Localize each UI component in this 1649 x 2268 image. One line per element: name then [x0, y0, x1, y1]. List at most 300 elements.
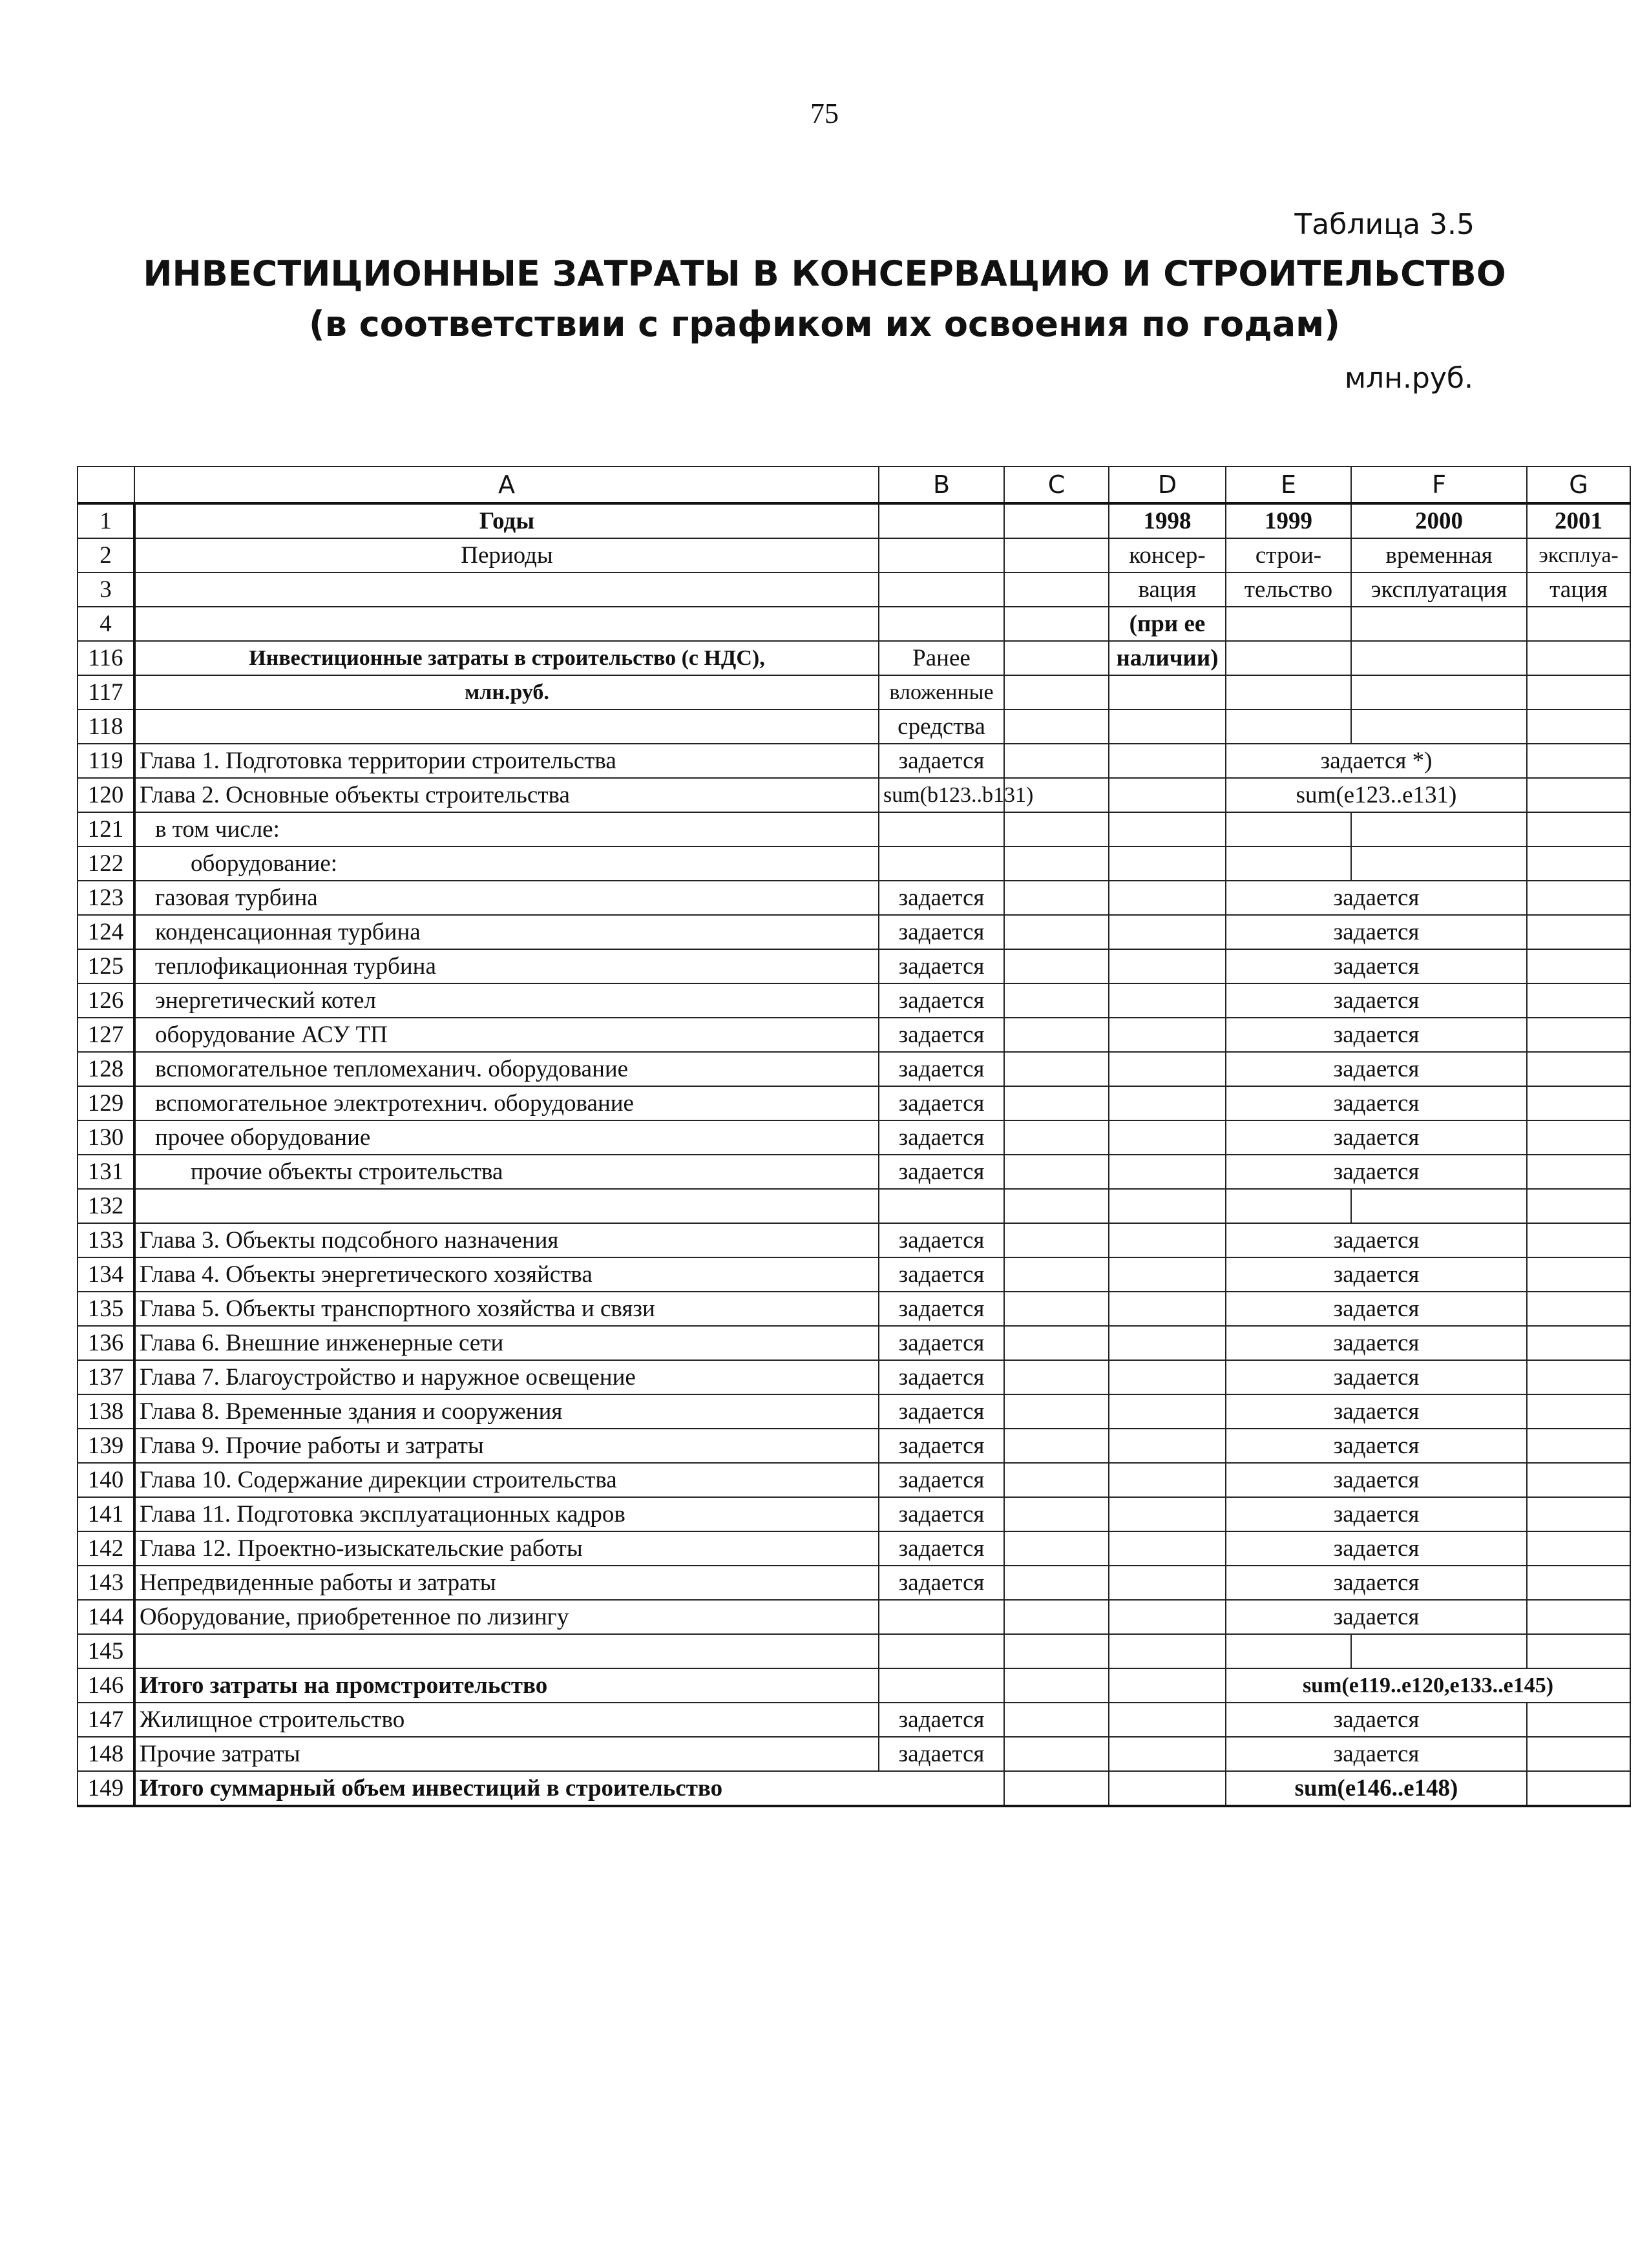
table-row — [78, 1429, 1630, 1463]
cell-c — [1004, 572, 1109, 607]
cell-ef: задается — [1226, 1463, 1527, 1497]
cell-g — [1527, 1086, 1630, 1120]
cell-g — [1527, 812, 1630, 846]
cell-g — [1527, 675, 1630, 709]
table-row — [78, 915, 1630, 949]
cell-d — [1109, 1497, 1226, 1531]
cell-a: Периоды — [134, 538, 879, 572]
cell-a: Оборудование, приобретенное по лизингу — [134, 1600, 879, 1634]
page-number: 75 — [810, 98, 839, 129]
cell-ef: задается — [1226, 1429, 1527, 1463]
cell-g — [1527, 1223, 1630, 1257]
table-row — [78, 1771, 1630, 1806]
cell-d — [1109, 709, 1226, 744]
cell-c — [1004, 846, 1109, 881]
table-row — [78, 503, 1630, 538]
table-row — [78, 1155, 1630, 1189]
table-row — [78, 846, 1630, 881]
cell-ef: задается — [1226, 1531, 1527, 1566]
column-header-row — [78, 467, 1630, 503]
row-number: 125 — [78, 949, 134, 983]
cell-b: задается — [879, 915, 1004, 949]
cell-e — [1226, 675, 1351, 709]
cell-g — [1527, 1634, 1630, 1668]
row-number: 3 — [78, 572, 134, 607]
table-row — [78, 1189, 1630, 1223]
cell-a: конденсационная турбина — [134, 915, 879, 949]
cell-a: Глава 3. Объекты подсобного назначения — [134, 1223, 879, 1257]
cell-g — [1527, 949, 1630, 983]
cell-c — [1004, 607, 1109, 641]
cell-g — [1527, 1600, 1630, 1634]
table-row — [78, 812, 1630, 846]
table-row — [78, 1634, 1630, 1668]
cell-ef: задается — [1226, 1223, 1527, 1257]
cell-g — [1527, 1394, 1630, 1429]
cell-c — [1004, 675, 1109, 709]
table-row — [78, 1566, 1630, 1600]
cell-b: задается — [879, 1018, 1004, 1052]
row-number: 147 — [78, 1703, 134, 1737]
cell-e — [1226, 641, 1351, 675]
cell-a: прочее оборудование — [134, 1120, 879, 1155]
table-row — [78, 881, 1630, 915]
cell-b: задается — [879, 1566, 1004, 1600]
cell-ef: задается — [1226, 1120, 1527, 1155]
cell-g — [1527, 1257, 1630, 1292]
cell-d — [1109, 915, 1226, 949]
row-number: 129 — [78, 1086, 134, 1120]
cell-b: задается — [879, 1086, 1004, 1120]
cell-d — [1109, 1566, 1226, 1600]
cell-c — [1004, 503, 1109, 538]
cell-a: Глава 12. Проектно-изыскательские работы — [134, 1531, 879, 1566]
cell-a: Жилищное строительство — [134, 1703, 879, 1737]
cell-b: задается — [879, 1463, 1004, 1497]
table-row — [78, 1086, 1630, 1120]
cell-b: задается — [879, 949, 1004, 983]
cell-c — [1004, 1086, 1109, 1120]
row-number: 144 — [78, 1600, 134, 1634]
cell-e — [1226, 1634, 1351, 1668]
cell-a — [134, 709, 879, 744]
table-row — [78, 709, 1630, 744]
cell-d — [1109, 675, 1226, 709]
cell-c — [1004, 1018, 1109, 1052]
row-number: 139 — [78, 1429, 134, 1463]
cell-b: задается — [879, 983, 1004, 1018]
row-number: 145 — [78, 1634, 134, 1668]
cell-c — [1004, 1463, 1109, 1497]
cell-d — [1109, 744, 1226, 778]
table-row — [78, 641, 1630, 675]
cell-ef: задается — [1226, 1257, 1527, 1292]
cell-b: средства — [879, 709, 1004, 744]
cell-g — [1527, 1703, 1630, 1737]
column-header: C — [1004, 467, 1109, 503]
cell-a: Итого затраты на промстроительство — [134, 1668, 879, 1703]
table-row — [78, 1600, 1630, 1634]
cell-b — [879, 1668, 1004, 1703]
table-row — [78, 607, 1630, 641]
cell-c — [1004, 1771, 1109, 1806]
cell-c — [1004, 538, 1109, 572]
cell-d — [1109, 1189, 1226, 1223]
table-row — [78, 1052, 1630, 1086]
cell-a: Глава 7. Благоустройство и наружное освещение — [134, 1360, 879, 1394]
row-number: 120 — [78, 778, 134, 812]
table-row — [78, 572, 1630, 607]
cell-a: млн.руб. — [134, 675, 879, 709]
row-number: 127 — [78, 1018, 134, 1052]
table-row — [78, 1463, 1630, 1497]
cell-e: тельство — [1226, 572, 1351, 607]
row-number: 1 — [78, 503, 134, 538]
cell-b: задается — [879, 1120, 1004, 1155]
cell-g — [1527, 1771, 1630, 1806]
cell-f — [1351, 1634, 1527, 1668]
cell-g — [1527, 1155, 1630, 1189]
cell-c — [1004, 1223, 1109, 1257]
row-number: 123 — [78, 881, 134, 915]
cell-b — [879, 503, 1004, 538]
cell-d: (при ее — [1109, 607, 1226, 641]
cell-a: вспомогательное электротехнич. оборудование — [134, 1086, 879, 1120]
cell-f — [1351, 641, 1527, 675]
cell-ef: задается *) — [1226, 744, 1527, 778]
corner-cell — [78, 467, 134, 503]
cell-b: задается — [879, 1052, 1004, 1086]
cell-d — [1109, 1120, 1226, 1155]
cell-ef: задается — [1226, 1566, 1527, 1600]
table-row — [78, 1120, 1630, 1155]
row-number: 128 — [78, 1052, 134, 1086]
cell-d — [1109, 846, 1226, 881]
row-number: 130 — [78, 1120, 134, 1155]
row-number: 142 — [78, 1531, 134, 1566]
cell-g — [1527, 778, 1630, 812]
cell-a: оборудование: — [134, 846, 879, 881]
cell-c — [1004, 1531, 1109, 1566]
row-number: 2 — [78, 538, 134, 572]
cell-b: задается — [879, 1292, 1004, 1326]
cell-a: Итого суммарный объем инвестиций в строительство — [134, 1771, 1004, 1806]
cell-e — [1226, 846, 1351, 881]
investment-table — [77, 466, 1631, 1807]
cell-g — [1527, 1018, 1630, 1052]
cell-c — [1004, 1257, 1109, 1292]
cell-g — [1527, 1429, 1630, 1463]
cell-d: вация — [1109, 572, 1226, 607]
title-line-2: (в соответствии с графиком их освоения по годам) — [309, 304, 1340, 344]
table-row — [78, 1326, 1630, 1360]
row-number: 136 — [78, 1326, 134, 1360]
cell-b: задается — [879, 1326, 1004, 1360]
row-number: 117 — [78, 675, 134, 709]
cell-c — [1004, 1737, 1109, 1771]
table-row — [78, 675, 1630, 709]
cell-b: задается — [879, 1429, 1004, 1463]
cell-b: задается — [879, 1223, 1004, 1257]
cell-ef: задается — [1226, 1703, 1527, 1737]
cell-g — [1527, 915, 1630, 949]
cell-a: Глава 2. Основные объекты строительства — [134, 778, 879, 812]
cell-g — [1527, 1052, 1630, 1086]
cell-b: задается — [879, 1155, 1004, 1189]
table-row — [78, 744, 1630, 778]
row-number: 135 — [78, 1292, 134, 1326]
cell-c — [1004, 1703, 1109, 1737]
cell-efg: sum(e119..e120,e133..e145) — [1226, 1668, 1630, 1703]
column-header: D — [1109, 467, 1226, 503]
cell-d — [1109, 1668, 1226, 1703]
cell-g — [1527, 846, 1630, 881]
cell-a — [134, 607, 879, 641]
cell-e — [1226, 709, 1351, 744]
cell-c — [1004, 1052, 1109, 1086]
table-row — [78, 1737, 1630, 1771]
cell-b: задается — [879, 1497, 1004, 1531]
cell-a: оборудование АСУ ТП — [134, 1018, 879, 1052]
cell-g — [1527, 607, 1630, 641]
cell-g — [1527, 1292, 1630, 1326]
cell-c — [1004, 949, 1109, 983]
cell-c — [1004, 1634, 1109, 1668]
cell-f — [1351, 709, 1527, 744]
cell-ef: задается — [1226, 1326, 1527, 1360]
table-row — [78, 538, 1630, 572]
cell-f — [1351, 812, 1527, 846]
table-row — [78, 1497, 1630, 1531]
cell-c — [1004, 1189, 1109, 1223]
row-number: 126 — [78, 983, 134, 1018]
cell-b — [879, 572, 1004, 607]
column-header: E — [1226, 467, 1351, 503]
cell-g — [1527, 983, 1630, 1018]
table-row — [78, 1360, 1630, 1394]
row-number: 131 — [78, 1155, 134, 1189]
cell-g — [1527, 1360, 1630, 1394]
cell-b: задается — [879, 1394, 1004, 1429]
cell-a: вспомогательное тепломеханич. оборудование — [134, 1052, 879, 1086]
cell-c — [1004, 1360, 1109, 1394]
cell-a: Глава 6. Внешние инженерные сети — [134, 1326, 879, 1360]
table-label: Таблица 3.5 — [1294, 208, 1475, 241]
cell-f: эксплуатация — [1351, 572, 1527, 607]
cell-f: 2000 — [1351, 503, 1527, 538]
cell-ef: задается — [1226, 1360, 1527, 1394]
cell-b: задается — [879, 1737, 1004, 1771]
row-number: 122 — [78, 846, 134, 881]
cell-b: задается — [879, 744, 1004, 778]
cell-d — [1109, 1360, 1226, 1394]
cell-e — [1226, 607, 1351, 641]
column-header: A — [134, 467, 879, 503]
table-row — [78, 1257, 1630, 1292]
cell-e: 1999 — [1226, 503, 1351, 538]
row-number: 143 — [78, 1566, 134, 1600]
cell-d — [1109, 1257, 1226, 1292]
cell-ef: задается — [1226, 1155, 1527, 1189]
cell-b: задается — [879, 1703, 1004, 1737]
cell-g — [1527, 1463, 1630, 1497]
cell-ef: задается — [1226, 881, 1527, 915]
cell-g — [1527, 1531, 1630, 1566]
cell-a: Глава 4. Объекты энергетического хозяйства — [134, 1257, 879, 1292]
cell-g — [1527, 881, 1630, 915]
cell-d — [1109, 778, 1226, 812]
cell-f — [1351, 1189, 1527, 1223]
cell-c — [1004, 915, 1109, 949]
cell-c — [1004, 1292, 1109, 1326]
cell-a: Прочие затраты — [134, 1737, 879, 1771]
cell-ef: задается — [1226, 1086, 1527, 1120]
cell-c — [1004, 1497, 1109, 1531]
cell-ef: задается — [1226, 1737, 1527, 1771]
cell-d: 1998 — [1109, 503, 1226, 538]
cell-c — [1004, 1429, 1109, 1463]
cell-d — [1109, 1086, 1226, 1120]
row-number: 137 — [78, 1360, 134, 1394]
cell-a — [134, 1634, 879, 1668]
row-number: 140 — [78, 1463, 134, 1497]
cell-ef: задается — [1226, 915, 1527, 949]
table-row — [78, 1668, 1630, 1703]
cell-a: Непредвиденные работы и затраты — [134, 1566, 879, 1600]
cell-d — [1109, 1394, 1226, 1429]
cell-d — [1109, 1703, 1226, 1737]
row-number: 133 — [78, 1223, 134, 1257]
cell-b: Ранее — [879, 641, 1004, 675]
cell-ef: sum(e123..e131) — [1226, 778, 1527, 812]
cell-b — [879, 812, 1004, 846]
row-number: 124 — [78, 915, 134, 949]
cell-b — [879, 607, 1004, 641]
cell-a — [134, 572, 879, 607]
column-header: G — [1527, 467, 1630, 503]
cell-d — [1109, 1052, 1226, 1086]
cell-d — [1109, 1600, 1226, 1634]
cell-g: эксплуа- — [1527, 538, 1630, 572]
cell-a: теплофикационная турбина — [134, 949, 879, 983]
cell-ef: задается — [1226, 1394, 1527, 1429]
row-number: 121 — [78, 812, 134, 846]
cell-b: задается — [879, 1360, 1004, 1394]
cell-d: консер- — [1109, 538, 1226, 572]
cell-g — [1527, 709, 1630, 744]
cell-d — [1109, 949, 1226, 983]
cell-e — [1226, 1189, 1351, 1223]
cell-g: 2001 — [1527, 503, 1630, 538]
cell-d — [1109, 812, 1226, 846]
cell-c — [1004, 641, 1109, 675]
row-number: 141 — [78, 1497, 134, 1531]
cell-a: Инвестиционные затраты в строительство (с НДС), — [134, 641, 879, 675]
cell-ef: задается — [1226, 1497, 1527, 1531]
cell-a: Годы — [134, 503, 879, 538]
cell-g — [1527, 1189, 1630, 1223]
cell-c — [1004, 1326, 1109, 1360]
cell-d — [1109, 1429, 1226, 1463]
cell-g — [1527, 1737, 1630, 1771]
cell-d — [1109, 983, 1226, 1018]
cell-f: временная — [1351, 538, 1527, 572]
cell-g — [1527, 641, 1630, 675]
table-row — [78, 1531, 1630, 1566]
cell-d: наличии) — [1109, 641, 1226, 675]
cell-d — [1109, 1531, 1226, 1566]
cell-d — [1109, 1018, 1226, 1052]
table-row — [78, 1018, 1630, 1052]
column-header: B — [879, 467, 1004, 503]
cell-b: задается — [879, 1531, 1004, 1566]
table-row — [78, 949, 1630, 983]
cell-b — [879, 1600, 1004, 1634]
cell-ef: задается — [1226, 949, 1527, 983]
cell-c — [1004, 1394, 1109, 1429]
row-number: 132 — [78, 1189, 134, 1223]
cell-c — [1004, 812, 1109, 846]
cell-d — [1109, 1155, 1226, 1189]
cell-d — [1109, 1326, 1226, 1360]
table-row — [78, 1703, 1630, 1737]
row-number: 4 — [78, 607, 134, 641]
cell-b — [879, 1634, 1004, 1668]
cell-f — [1351, 846, 1527, 881]
cell-d — [1109, 1634, 1226, 1668]
table-row — [78, 1394, 1630, 1429]
cell-d — [1109, 1771, 1226, 1806]
row-number: 116 — [78, 641, 134, 675]
cell-b: вложенные — [879, 675, 1004, 709]
cell-a: прочие объекты строительства — [134, 1155, 879, 1189]
cell-c — [1004, 1566, 1109, 1600]
cell-g — [1527, 1497, 1630, 1531]
cell-a: Глава 10. Содержание дирекции строительства — [134, 1463, 879, 1497]
cell-a — [134, 1189, 879, 1223]
cell-a: Глава 1. Подготовка территории строительства — [134, 744, 879, 778]
cell-g: тация — [1527, 572, 1630, 607]
row-number: 138 — [78, 1394, 134, 1429]
cell-c — [1004, 1120, 1109, 1155]
cell-a: Глава 5. Объекты транспортного хозяйства и связи — [134, 1292, 879, 1326]
cell-b — [879, 538, 1004, 572]
cell-f — [1351, 607, 1527, 641]
unit-label: млн.руб. — [1344, 362, 1473, 395]
row-number: 134 — [78, 1257, 134, 1292]
cell-a: Глава 11. Подготовка эксплуатационных кадров — [134, 1497, 879, 1531]
table-row — [78, 778, 1630, 812]
cell-ef: задается — [1226, 1052, 1527, 1086]
cell-a: Глава 9. Прочие работы и затраты — [134, 1429, 879, 1463]
cell-d — [1109, 1737, 1226, 1771]
cell-c — [1004, 1668, 1109, 1703]
cell-g — [1527, 1566, 1630, 1600]
cell-ef: задается — [1226, 1600, 1527, 1634]
table-row — [78, 983, 1630, 1018]
cell-c — [1004, 1155, 1109, 1189]
cell-c — [1004, 709, 1109, 744]
column-header: F — [1351, 467, 1527, 503]
cell-ef: sum(e146..e148) — [1226, 1771, 1527, 1806]
cell-b: задается — [879, 881, 1004, 915]
cell-f — [1351, 675, 1527, 709]
cell-e: строи- — [1226, 538, 1351, 572]
cell-ef: задается — [1226, 1292, 1527, 1326]
cell-d — [1109, 881, 1226, 915]
row-number: 149 — [78, 1771, 134, 1806]
cell-b: задается — [879, 1257, 1004, 1292]
